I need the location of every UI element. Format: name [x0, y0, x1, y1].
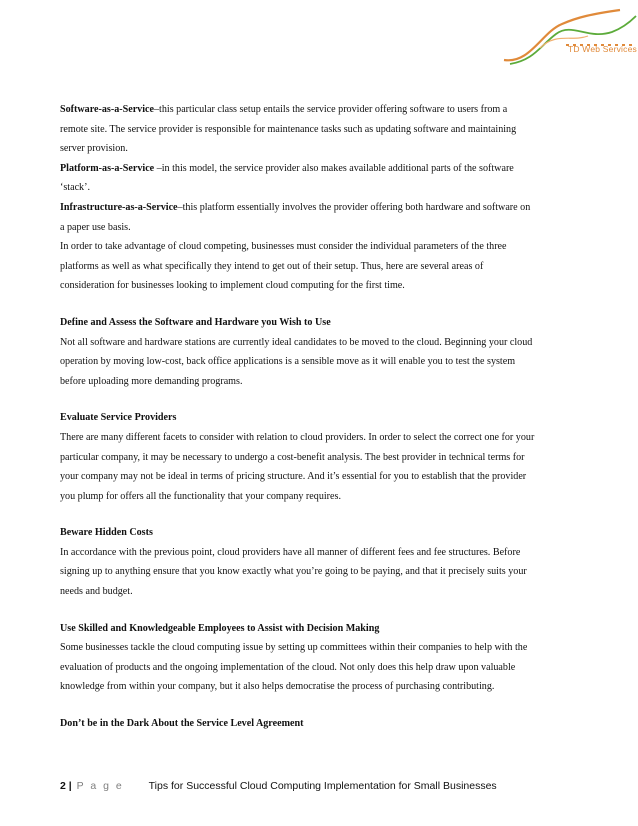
section-line: needs and budget.: [60, 586, 133, 598]
body-line: consideration for businesses looking to implement cloud computing for the first time.: [60, 280, 405, 292]
section-line: you plump for offers all the functionality that your company requires.: [60, 490, 341, 502]
page-label: P a g e: [76, 780, 124, 792]
body-line: remote site. The service provider is responsible for maintenance tasks such as updating software and maintaining: [60, 123, 517, 135]
body-line: a paper use basis.: [60, 221, 131, 233]
logo-text: TD Web Services: [568, 44, 637, 54]
section-heading: Use Skilled and Knowledgeable Employees to Assist with Decision Making: [60, 622, 380, 634]
section-heading: Evaluate Service Providers: [60, 412, 177, 424]
section-heading: Don’t be in the Dark About the Service Level Agreement: [60, 718, 304, 730]
section-line: In accordance with the previous point, cloud providers have all manner of different fees and fee structures. Before: [60, 546, 521, 558]
section-line: evaluation of products and the ongoing implementation of the cloud. Not only does this help draw upon valuable: [60, 661, 516, 673]
document-body: [60, 100, 580, 734]
body-line: Software-as-a-Service–this particular class setup entails the service provider offering software to users from a: [60, 104, 508, 115]
section-heading: Define and Assess the Software and Hardware you Wish to Use: [60, 316, 331, 328]
section-line: before uploading more demanding programs.: [60, 375, 243, 387]
section-line: operation by moving low-cost, back office applications is a sensible move as it will enable you to test the system: [60, 356, 516, 368]
section-line: signing up to anything ensure that you know exactly what you’re going to be paying, and that it precisely suits your: [60, 566, 527, 578]
section-line: There are many different facets to consider with relation to cloud providers. In order to select the correct one for your: [60, 431, 535, 443]
section-line: Some businesses tackle the cloud computing issue by setting up committees within their companies to help with the: [60, 642, 528, 654]
body-line: Platform-as-a-Service –in this model, the service provider also makes available additional parts of the software: [60, 162, 514, 174]
section-line: knowledge from within your company, but it also helps democratise the process of purchasing contributing.: [60, 681, 495, 693]
logo-swoosh-green: [510, 16, 636, 64]
section-line: Not all software and hardware stations are currently ideal candidates to be moved to the cloud. Beginning your cloud: [60, 336, 533, 348]
section-line: your company may not be ideal in terms of pricing structure. And it’s essential for you to establish that the provider: [60, 471, 527, 483]
page-footer: [60, 780, 497, 792]
body-line: server provision.: [60, 143, 128, 155]
company-logo: [500, 2, 638, 72]
body-line: In order to take advantage of cloud competing, businesses must consider the individual parameters of the three: [60, 241, 507, 253]
body-line: ‘stack’.: [60, 182, 90, 194]
footer-separator: |: [68, 780, 72, 792]
section-line: particular company, it may be necessary to undergo a cost-benefit analysis. The best provider in technical terms for: [60, 451, 525, 463]
body-line: platforms as well as what specifically they intend to get out of their setup. Thus, here are several areas of: [60, 260, 484, 272]
body-line: Infrastructure-as-a-Service–this platform essentially involves the provider offering both hardware and software on: [60, 201, 531, 213]
footer-title: Tips for Successful Cloud Computing Implementation for Small Businesses: [148, 780, 497, 792]
section-heading: Beware Hidden Costs: [60, 527, 153, 539]
page-number: 2: [60, 780, 66, 792]
